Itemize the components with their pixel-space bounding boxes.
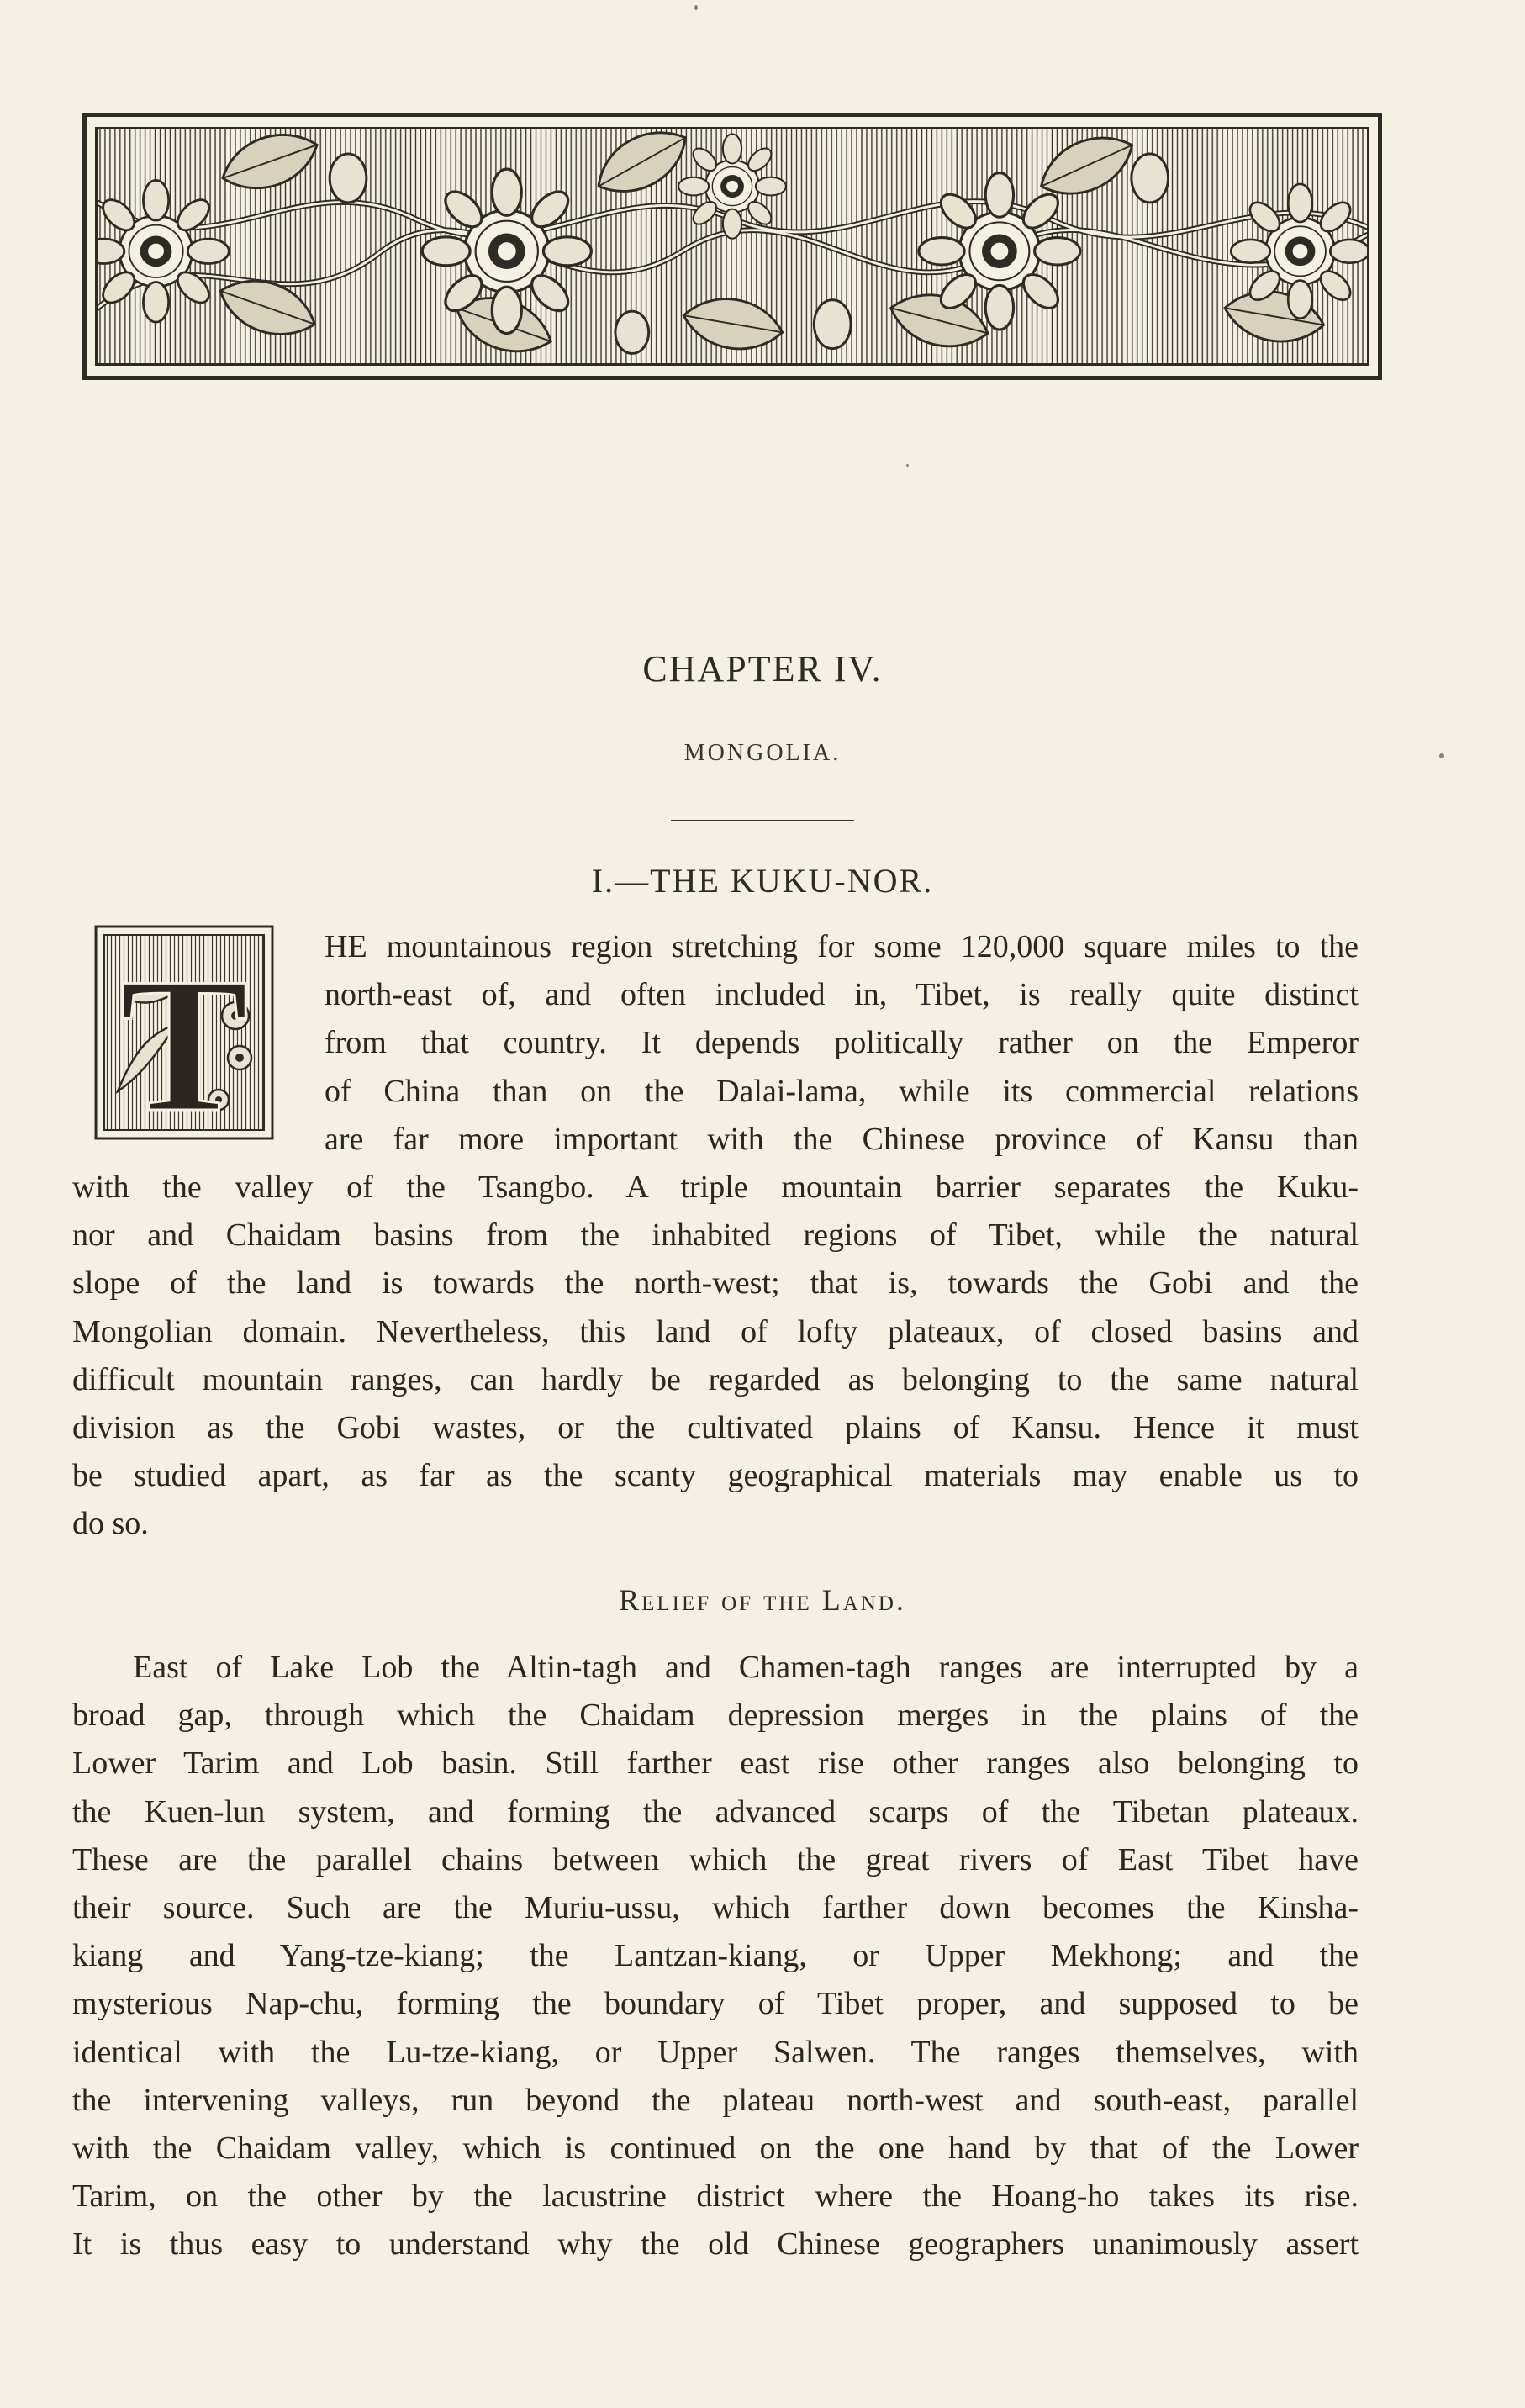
text-line: Lower Tarim and Lob basin. Still farther east rise other ranges also belonging to <box>72 1745 1359 1782</box>
text-line: identical with the Lu-tze-kiang, or Upper Salwen. The ranges themselves, with <box>72 2034 1359 2070</box>
subheading-relief: Relief of the Land. <box>619 1583 906 1617</box>
text-line: from that country. It depends politically rather on the Emperor <box>325 1025 1359 1061</box>
dropcap-letter: T <box>119 937 249 1142</box>
text-line: mysterious Nap-chu, forming the boundary of Tibet proper, and supposed to be <box>72 1986 1359 2022</box>
text-line: the intervening valleys, run beyond the plateau north-west and south-east, parallel <box>72 2082 1359 2118</box>
text-line: kiang and Yang-tze-kiang; the Lantzan-kiang, or Upper Mekhong; and the <box>72 1938 1359 1974</box>
text-line: be studied apart, as far as the scanty geographical materials may enable us to <box>72 1458 1359 1494</box>
text-line: It is thus easy to understand why the old Chinese geographers unanimously assert <box>72 2226 1359 2263</box>
text-line: are far more important with the Chinese province of Kansu than <box>325 1121 1359 1157</box>
region-title: MONGOLIA. <box>683 740 842 766</box>
paper-speck <box>906 464 909 467</box>
text-line: HE mountainous region stretching for some 120,000 square miles to the <box>325 929 1359 964</box>
text-line: of China than on the Dalai-lama, while its commercial relations <box>325 1073 1359 1109</box>
text-line: nor and Chaidam basins from the inhabited regions of Tibet, while the natural <box>72 1217 1359 1254</box>
floral-engraving-image <box>98 129 1367 363</box>
text-line: with the Chaidam valley, which is continued on the one hand by that of the Lower <box>72 2130 1359 2166</box>
text-line: with the valley of the Tsangbo. A triple mountain barrier separates the Kuku- <box>72 1169 1359 1205</box>
text-line: the Kuen-lun system, and forming the advanced scarps of the Tibetan plateaux. <box>72 1793 1359 1830</box>
paragraph-relief <box>72 1644 1359 2268</box>
text-line: division as the Gobi wastes, or the cultivated plains of Kansu. Hence it must <box>72 1409 1359 1445</box>
paragraph-intro <box>72 923 1359 1548</box>
text-line: their source. Such are the Muriu-ussu, which farther down becomes the Kinsha- <box>72 1889 1359 1925</box>
paper-speck <box>694 5 698 10</box>
text-line: difficult mountain ranges, can hardly be regarded as belonging to the same natural <box>72 1361 1359 1397</box>
text-line: These are the parallel chains between which the great rivers of East Tibet have <box>72 1841 1359 1877</box>
text-line: slope of the land is towards the north-west; that is, towards the Gobi and the <box>72 1265 1359 1302</box>
text-line: Mongolian domain. Nevertheless, this land of lofty plateaux, of closed basins and <box>72 1313 1359 1349</box>
chapter-title: CHAPTER IV. <box>642 648 883 689</box>
text-line: do so. <box>72 1506 149 1542</box>
text-line: north-east of, and often included in, Tibet, is really quite distinct <box>325 977 1359 1013</box>
divider-rule <box>671 820 854 821</box>
section-title: I.—THE KUKU-NOR. <box>591 862 934 900</box>
ornamental-headpiece <box>82 113 1382 380</box>
text-line: Tarim, on the other by the lacustrine district where the Hoang-ho takes its rise. <box>72 2178 1359 2215</box>
text-line: broad gap, through which the Chaidam depression merges in the plains of the <box>72 1698 1359 1734</box>
text-line: East of Lake Lob the Altin-tagh and Chamen-tagh ranges are interrupted by a <box>133 1650 1359 1685</box>
